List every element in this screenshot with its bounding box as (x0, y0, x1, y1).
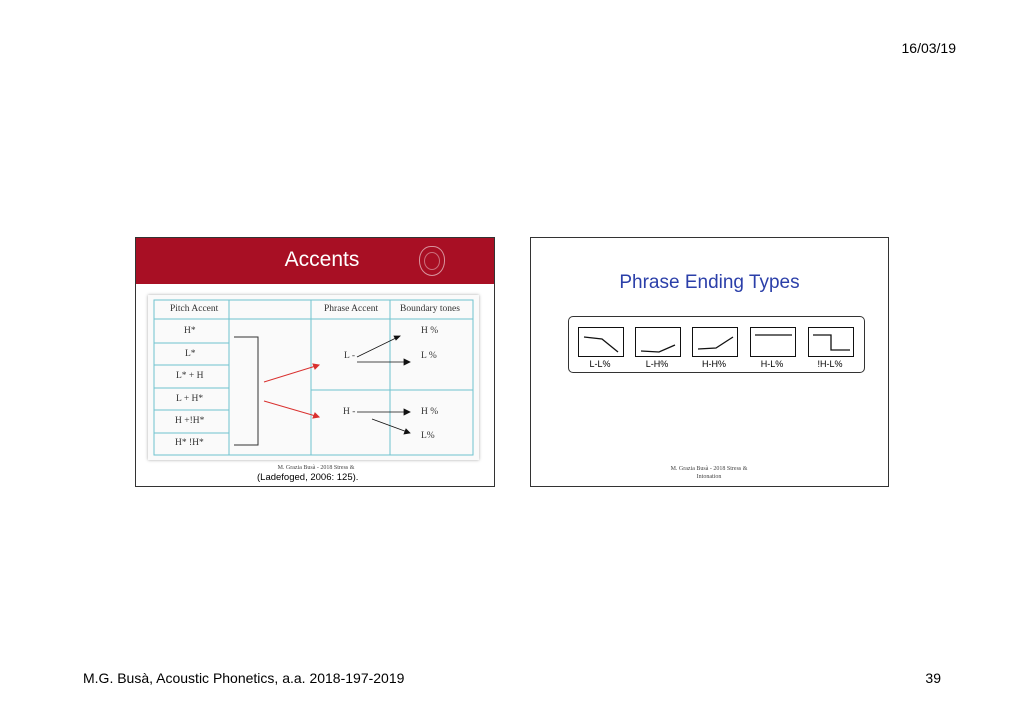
header-pitch-accent: Pitch Accent (170, 304, 219, 314)
intonation-table (148, 295, 479, 460)
slide-date: 16/03/19 (901, 40, 956, 56)
pitch-accent-item: H* (184, 326, 196, 336)
pitch-accent-item: H +!H* (175, 416, 205, 426)
ending-label: H-H% (702, 359, 726, 369)
phrase-accent-item: L - (344, 351, 355, 361)
course-footer: M.G. Busà, Acoustic Phonetics, a.a. 2018-197-2019 (83, 670, 405, 686)
header-phrase-accent: Phrase Accent (324, 304, 379, 314)
slide-header-bar (136, 238, 494, 284)
slide-title: Accents (284, 248, 360, 271)
pitch-accent-item: L* + H (176, 371, 204, 381)
ending-label: !H-L% (817, 359, 843, 369)
ending-label: H-L% (760, 359, 784, 369)
phrase-accent-item: H - (343, 407, 356, 417)
slide-title: Phrase Ending Types (619, 272, 800, 293)
ending-contour-icon (808, 327, 854, 357)
ending-contour-icon (578, 327, 624, 357)
citation: (Ladefoged, 2006: 125). (257, 472, 359, 483)
phrase-endings-panel (568, 316, 865, 373)
pitch-accent-item: H* !H* (175, 438, 204, 448)
slide-note-line: Intonation (696, 474, 722, 480)
slide-thumbnail-phrase-endings (530, 237, 889, 487)
slide-note-line: M. Grazia Busà - 2018 Stress & (670, 466, 748, 472)
pitch-accent-item: L + H* (176, 394, 204, 404)
ending-contour-icon (692, 327, 738, 357)
boundary-tone-item: H % (421, 407, 439, 417)
page-number: 39 (925, 670, 941, 686)
ending-contour-icon (635, 327, 681, 357)
ending-label: L-L% (589, 359, 611, 369)
ending-label: L-H% (645, 359, 669, 369)
university-seal-icon (419, 246, 445, 276)
slide-note: M. Grazia Busà - 2018 Stress & (277, 465, 355, 471)
boundary-tone-item: L% (421, 431, 435, 441)
pitch-accent-item: L* (185, 349, 196, 359)
ending-contour-icon (750, 327, 796, 357)
boundary-tone-item: H % (421, 326, 439, 336)
slide-thumbnail-accents (135, 237, 495, 487)
boundary-tone-item: L % (421, 351, 437, 361)
slide-note (629, 465, 789, 481)
header-boundary-tones: Boundary tones (400, 304, 460, 314)
